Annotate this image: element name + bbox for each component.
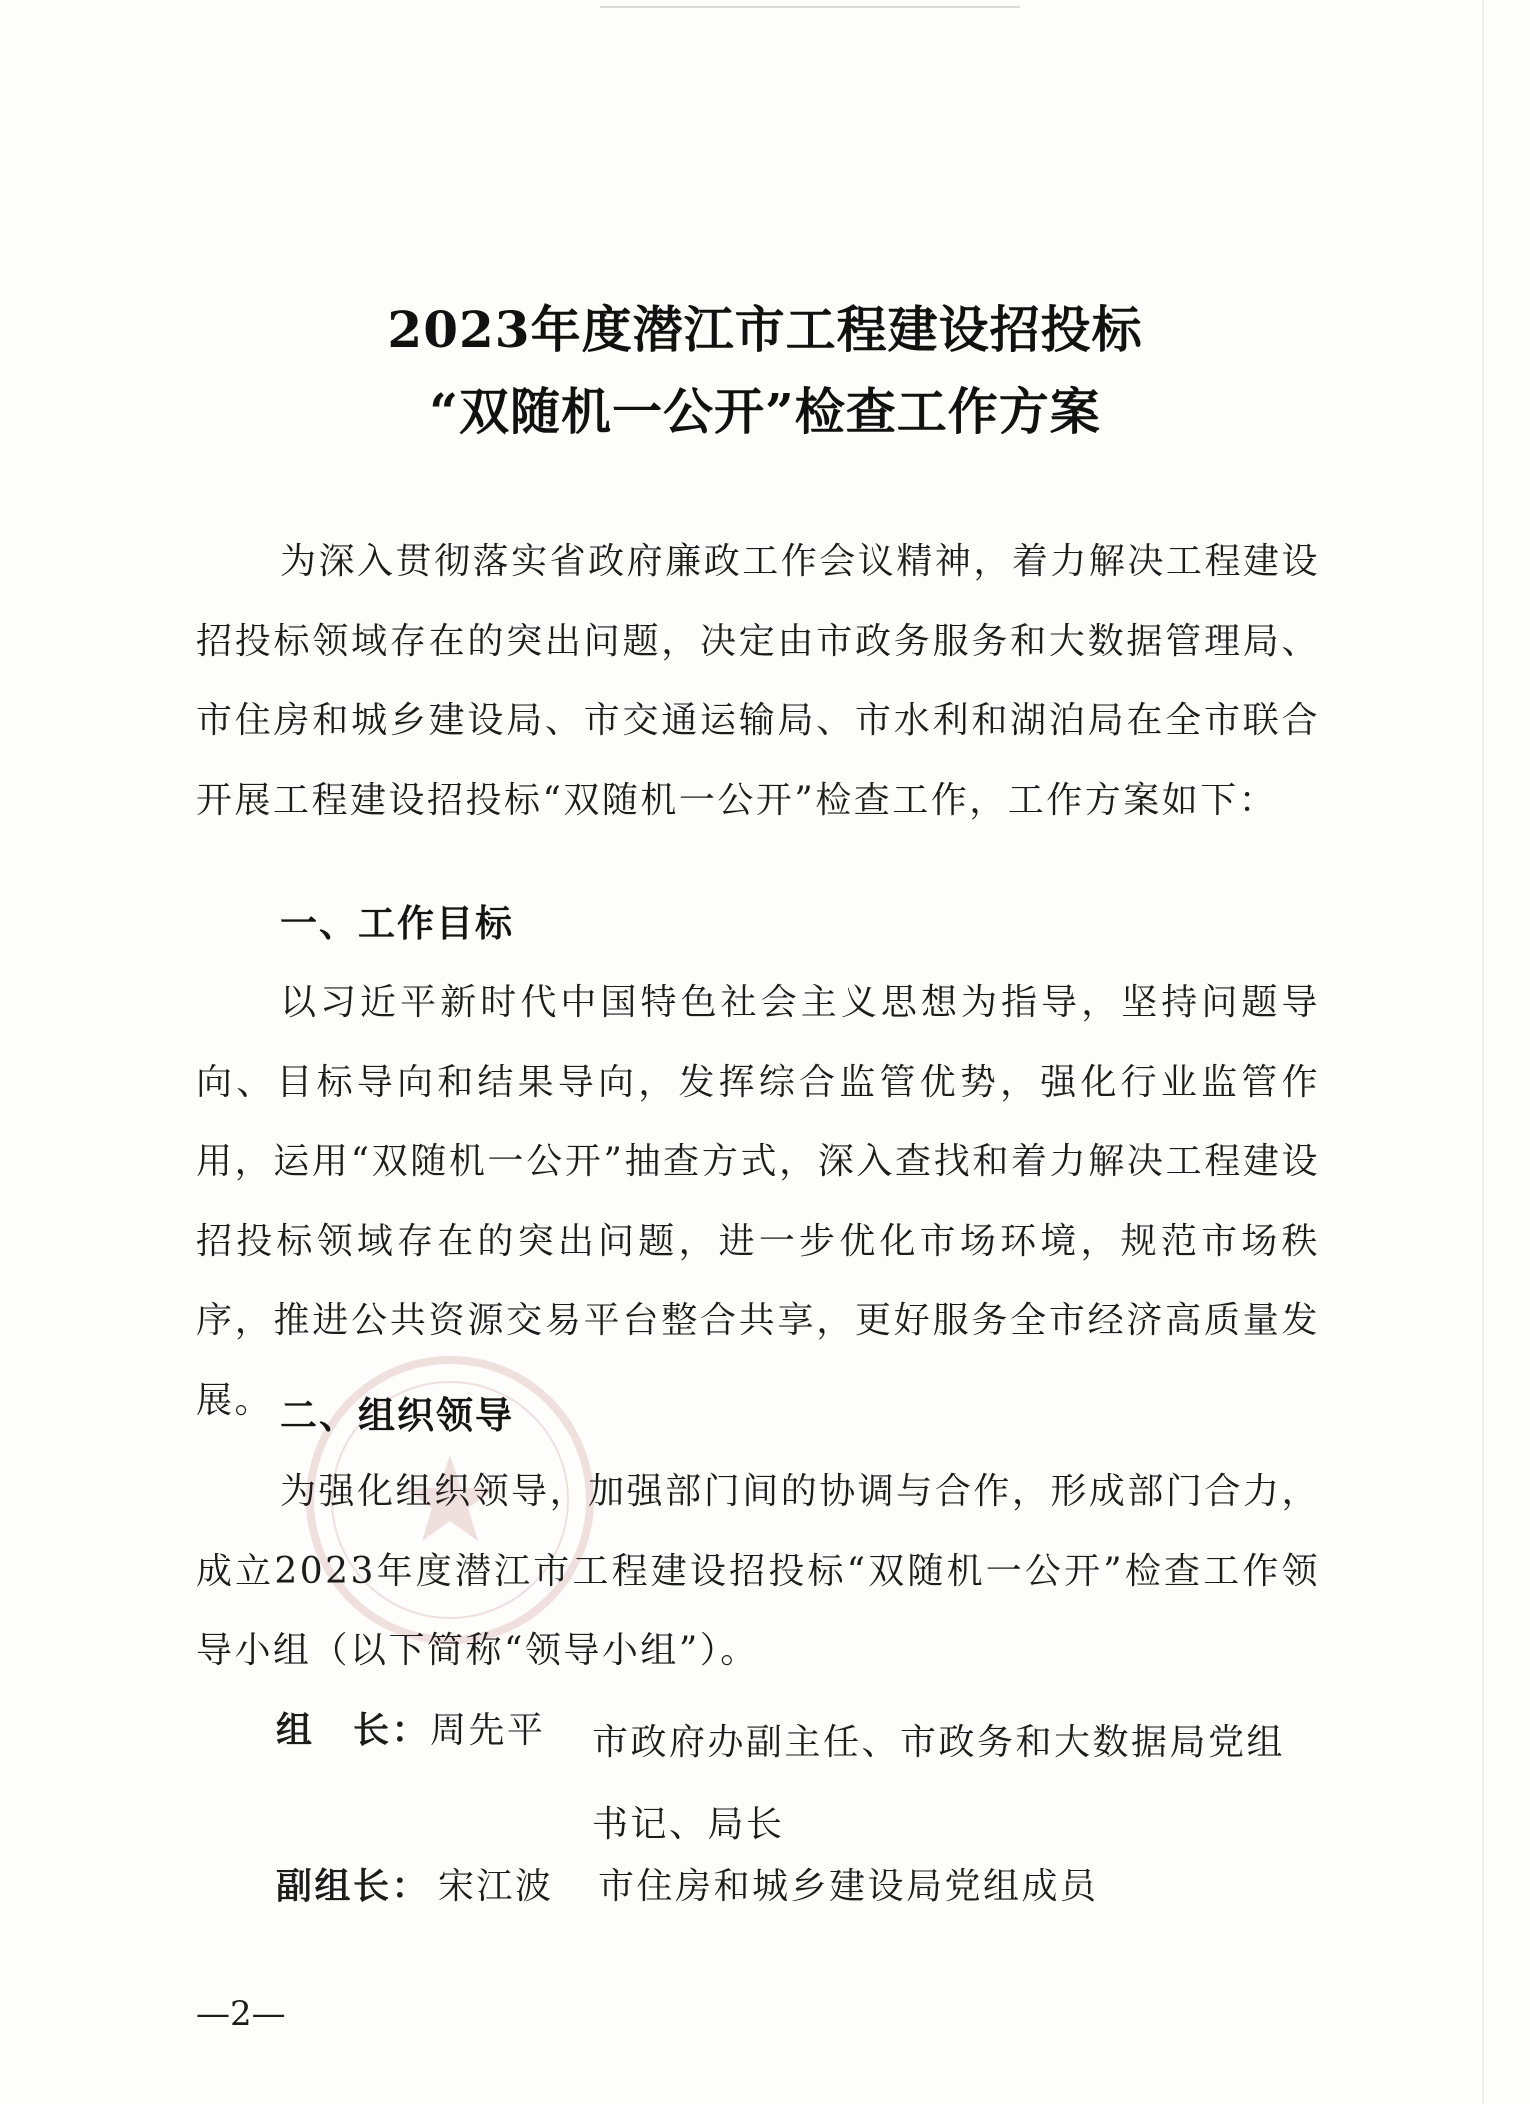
member-name-leader: 周先平 [430, 1710, 546, 1751]
intro-paragraph: 为深入贯彻落实省政府廉政工作会议精神，着力解决工程建设招投标领域存在的突出问题，决定由市政务服务和大数据管理局、市住房和城乡建设局、市交通运输局、市水利和湖泊局在全市联合开展工程建设招投标“双随机一公开”检查工作，工作方案如下： [196, 541, 1320, 821]
member-name-deputy: 宋江波 [438, 1866, 554, 1907]
scan-artifact [600, 6, 1020, 8]
member-role-leader: 组 长： [276, 1710, 431, 1751]
section-heading-leadership: 二、组织领导 [280, 1394, 514, 1437]
section-goals-body: 以习近平新时代中国特色社会主义思想为指导，坚持问题导向、目标导向和结果导向，发挥综合监管优势，强化行业监管作用，运用“双随机一公开”抽查方式，深入查找和着力解决工程建设招投标领域存在的突出问题，进一步优化市场环境，规范市场秩序，推进公共资源交易平台整合共享，更好服务全市经济高质量发展。 [196, 982, 1320, 1421]
page-number: —2— [196, 1994, 286, 2034]
document-title-line2: “双随机一公开”检查工作方案 [429, 382, 1101, 441]
member-position-deputy: 市住房和城乡建设局党组成员 [598, 1866, 1099, 1907]
section-heading-goals: 一、工作目标 [280, 902, 514, 945]
member-position-leader: 市政府办副主任、市政务和大数据局党组书记、局长 [592, 1722, 1286, 1845]
document-title-line1: 2023年度潜江市工程建设招投标 [387, 300, 1143, 359]
section-leadership-body: 为强化组织领导，加强部门间的协调与合作，形成部门合力，成立2023年度潜江市工程建设招投标“双随机一公开”检查工作领导小组（以下简称“领导小组”）。 [196, 1471, 1320, 1671]
member-role-deputy: 副组长： [276, 1866, 431, 1907]
